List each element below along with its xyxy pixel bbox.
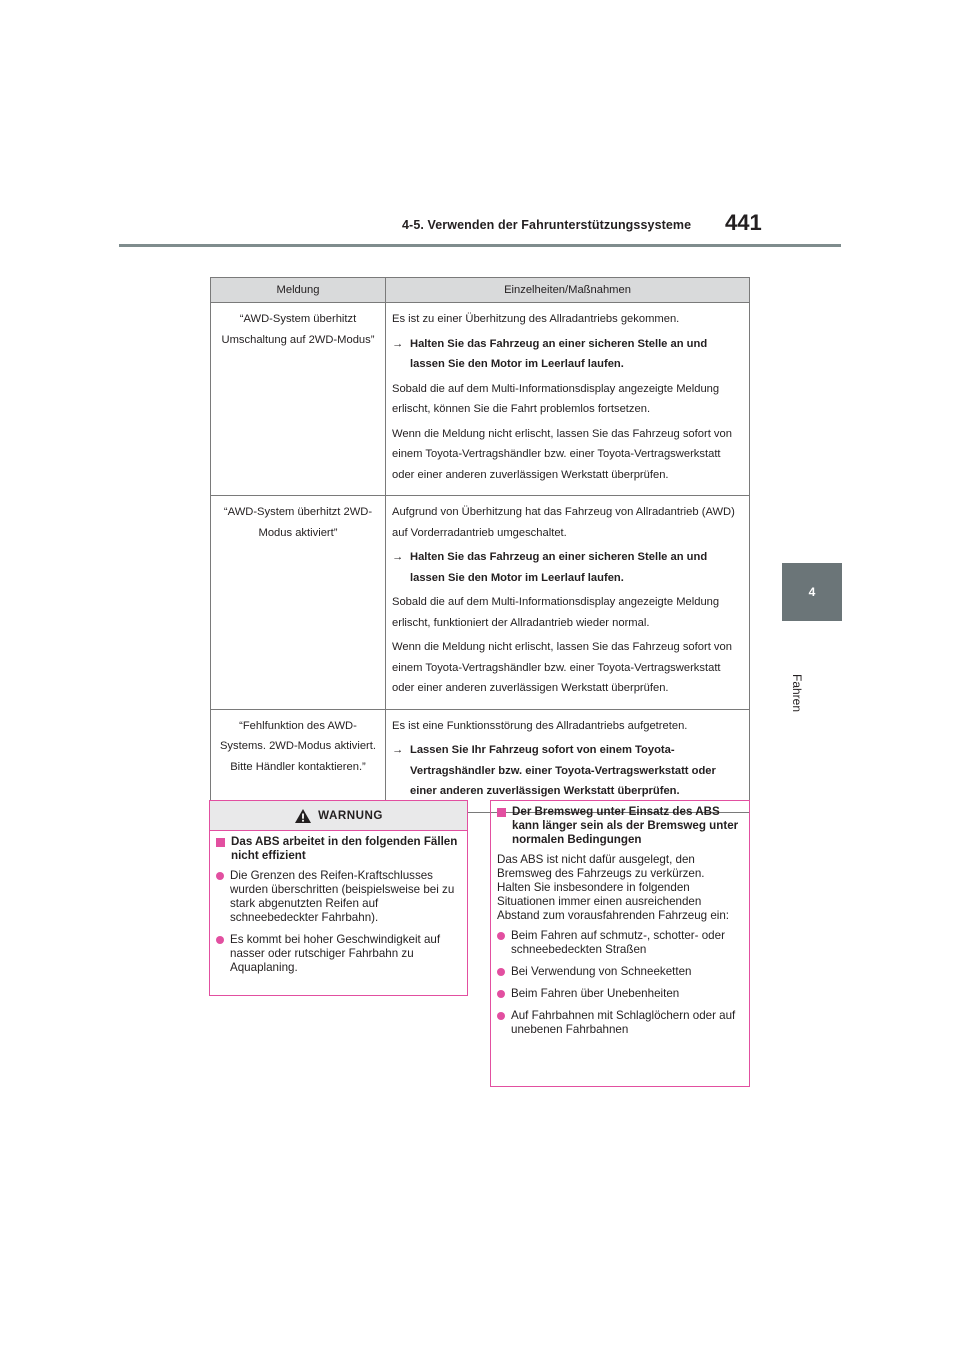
info-heading-text: Der Bremsweg unter Einsatz des ABS kann länger sein als der Bremsweg unter normalen Bedingungen bbox=[512, 805, 739, 846]
round-bullet-icon bbox=[216, 872, 224, 880]
detail-text: Es ist zu einer Überhitzung des Allradantriebs gekommen. bbox=[392, 313, 680, 325]
arrow-right-icon: → bbox=[392, 744, 404, 756]
square-bullet-icon bbox=[497, 808, 506, 817]
page-number: 441 bbox=[725, 210, 762, 235]
detail-text: Wenn die Meldung nicht erlischt, lassen Sie das Fahrzeug sofort von einem Toyota-Vertragshändler bzw. einer Toyota-Vertragswerkstatt oder einer anderen zuverlässigen Werkstatt überprüfen. bbox=[392, 427, 732, 481]
round-bullet-icon bbox=[497, 968, 505, 976]
square-bullet-icon bbox=[216, 838, 225, 847]
detail-text: Sobald die auf dem Multi-Informationsdisplay angezeigte Meldung erlischt, können Sie die Fahrt problemlos fortsetzen. bbox=[392, 382, 720, 415]
action-label: Halten Sie das Fahrzeug an einer sicheren Stelle an und lassen Sie den Motor im Leerlauf laufen. bbox=[410, 551, 708, 584]
table-header-row bbox=[211, 278, 750, 303]
list-item bbox=[497, 987, 741, 1001]
action-text bbox=[392, 740, 743, 802]
warning-triangle-icon bbox=[294, 808, 312, 824]
round-bullet-icon bbox=[497, 1012, 505, 1020]
action-label: Lassen Sie Ihr Fahrzeug sofort von einem Toyota-Vertragshändler bzw. einer Toyota-Vertragswerkstatt oder einer anderen zuverlässigen Werkstatt überprüfen. bbox=[410, 744, 716, 797]
round-bullet-icon bbox=[497, 990, 505, 998]
table-row bbox=[211, 709, 750, 812]
detail-text: Aufgrund von Überhitzung hat das Fahrzeug von Allradantrieb (AWD) auf Vorderradantrieb umgeschaltet. bbox=[392, 506, 735, 539]
action-text bbox=[392, 334, 743, 375]
chapter-label: Fahren bbox=[790, 674, 804, 713]
list-item bbox=[216, 933, 459, 975]
list-item-text: Es kommt bei hoher Geschwindigkeit auf nasser oder rutschiger Fahrbahn zu Aquaplaning. bbox=[230, 933, 441, 974]
details-cell bbox=[386, 303, 750, 496]
warning-header bbox=[210, 801, 467, 831]
chapter-tab bbox=[782, 563, 842, 621]
message-cell: “AWD-System überhitzt Umschaltung auf 2WD-Modus” bbox=[211, 303, 386, 496]
arrow-right-icon: → bbox=[392, 337, 404, 350]
detail-text: Wenn die Meldung nicht erlischt, lassen Sie das Fahrzeug sofort von einem Toyota-Vertragshändler bzw. einer Toyota-Vertragswerkstatt oder einer anderen zuverlässigen Werkstatt überprüfen. bbox=[392, 641, 732, 694]
round-bullet-icon bbox=[216, 936, 224, 944]
list-item-text: Die Grenzen des Reifen-Kraftschlusses wurden überschritten (beispielsweise bei zu stark abgenutzten Reifen auf schneebedeckter Fahrbahn). bbox=[230, 869, 455, 924]
message-cell: “AWD-System überhitzt 2WD-Modus aktiviert” bbox=[211, 496, 386, 710]
details-cell bbox=[386, 709, 750, 812]
info-box bbox=[490, 800, 750, 1087]
column-header-details: Einzelheiten/Maßnahmen bbox=[386, 278, 750, 303]
list-item-text: Auf Fahrbahnen mit Schlaglöchern oder auf unebenen Fahrbahnen bbox=[511, 1009, 736, 1036]
list-item bbox=[497, 965, 741, 979]
header-rule bbox=[119, 244, 841, 247]
info-paragraph: Das ABS ist nicht dafür ausgelegt, den Bremsweg des Fahrzeugs zu verkürzen. Halten Sie insbesondere in folgenden Situationen immer einen ausreichenden Abstand zum vorausfahrenden Fahrzeug ein: bbox=[497, 853, 730, 922]
warning-title: WARNUNG bbox=[318, 808, 383, 822]
details-cell bbox=[386, 496, 750, 710]
list-item bbox=[497, 1009, 741, 1037]
table-row bbox=[211, 496, 750, 710]
warning-box bbox=[209, 800, 468, 996]
table-row bbox=[211, 303, 750, 496]
detail-text: Sobald die auf dem Multi-Informationsdisplay angezeigte Meldung erlischt, funktioniert der Allradantrieb wieder normal. bbox=[392, 596, 720, 629]
list-item bbox=[216, 869, 459, 925]
chapter-number: 4 bbox=[808, 585, 816, 599]
detail-text: Es ist eine Funktionsstörung des Allradantriebs aufgetreten. bbox=[392, 719, 688, 732]
arrow-right-icon: → bbox=[392, 551, 404, 563]
action-label: Halten Sie das Fahrzeug an einer sicheren Stelle an und lassen Sie den Motor im Leerlauf laufen. bbox=[410, 337, 708, 370]
list-item-text: Bei Verwendung von Schneeketten bbox=[511, 965, 692, 978]
action-text bbox=[392, 547, 743, 588]
list-item-text: Beim Fahren über Unebenheiten bbox=[511, 987, 680, 1000]
column-header-message: Meldung bbox=[211, 278, 386, 303]
info-heading bbox=[497, 805, 741, 847]
warning-heading bbox=[216, 835, 459, 863]
message-table bbox=[210, 277, 750, 813]
list-item-text: Beim Fahren auf schmutz-, schotter- oder schneebedeckten Straßen bbox=[511, 929, 725, 956]
round-bullet-icon bbox=[497, 932, 505, 940]
warning-heading-text: Das ABS arbeitet in den folgenden Fällen nicht effizient bbox=[231, 835, 458, 862]
section-title: 4-5. Verwenden der Fahrunterstützungssysteme bbox=[402, 218, 692, 232]
list-item bbox=[497, 929, 741, 957]
message-cell: “Fehlfunktion des AWD-Systems. 2WD-Modus aktiviert. Bitte Händler kontaktieren.” bbox=[211, 709, 386, 812]
